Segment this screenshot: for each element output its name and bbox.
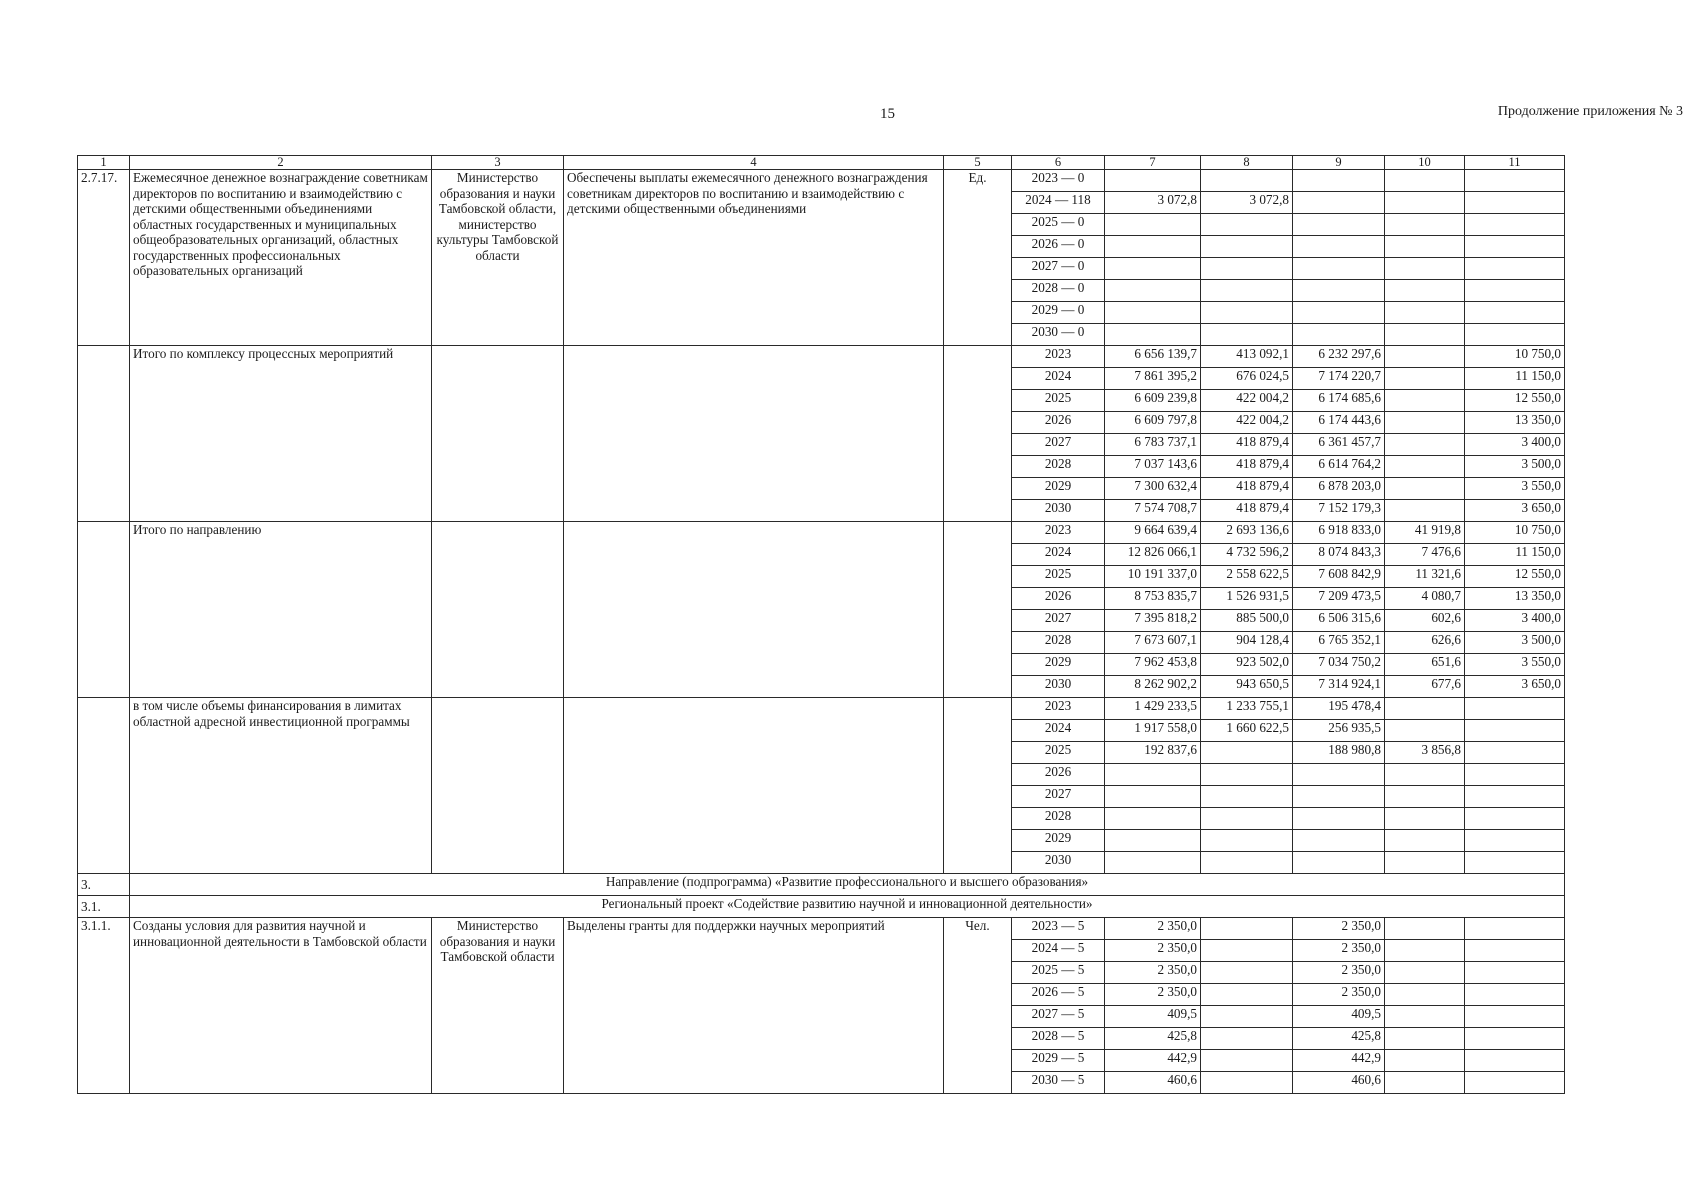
amount-cell: 8 262 902,2 (1105, 676, 1201, 698)
row-result (564, 522, 944, 698)
amount-cell: 3 500,0 (1465, 632, 1565, 654)
amount-cell (1465, 214, 1565, 236)
amount-cell (1293, 764, 1385, 786)
year-cell: 2024 (1012, 720, 1105, 742)
row-result (564, 698, 944, 874)
amount-cell (1465, 698, 1565, 720)
table-body (78, 156, 1565, 1094)
amount-cell: 11 321,6 (1385, 566, 1465, 588)
row-name: в том числе объемы финансирования в лимитах областной адресной инвестиционной программы (130, 698, 432, 874)
amount-cell (1201, 852, 1293, 874)
amount-cell (1201, 764, 1293, 786)
page-number: 15 (880, 106, 895, 122)
amount-cell (1465, 962, 1565, 984)
amount-cell (1385, 390, 1465, 412)
row-name: Ежемесячное денежное вознаграждение советникам директоров по воспитанию и взаимодействию с детскими общественными объединениями областных государственных и муниципальных общеобразовательных организаций, областных государственных профессиональных образовательных организаций (130, 170, 432, 346)
amount-cell (1201, 1028, 1293, 1050)
year-cell: 2027 — 5 (1012, 1006, 1105, 1028)
year-cell: 2024 (1012, 544, 1105, 566)
amount-cell (1385, 1072, 1465, 1094)
amount-cell: 6 656 139,7 (1105, 346, 1201, 368)
year-cell: 2023 (1012, 698, 1105, 720)
amount-cell (1465, 324, 1565, 346)
amount-cell: 256 935,5 (1293, 720, 1385, 742)
amount-cell: 10 191 337,0 (1105, 566, 1201, 588)
amount-cell: 6 174 685,6 (1293, 390, 1385, 412)
amount-cell (1385, 764, 1465, 786)
amount-cell: 1 429 233,5 (1105, 698, 1201, 720)
amount-cell (1201, 918, 1293, 940)
year-cell: 2023 (1012, 522, 1105, 544)
amount-cell: 2 350,0 (1293, 962, 1385, 984)
year-cell: 2029 (1012, 478, 1105, 500)
amount-cell: 2 693 136,6 (1201, 522, 1293, 544)
year-cell: 2028 (1012, 632, 1105, 654)
year-cell: 2025 (1012, 390, 1105, 412)
amount-cell (1465, 236, 1565, 258)
continuation-note: Продолжение приложения № 3 (1497, 104, 1683, 119)
amount-cell: 7 861 395,2 (1105, 368, 1201, 390)
amount-cell (1385, 324, 1465, 346)
year-cell: 2026 (1012, 764, 1105, 786)
row-name: Созданы условия для развития научной и инновационной деятельности в Тамбовской области (130, 918, 432, 1094)
amount-cell: 6 878 203,0 (1293, 478, 1385, 500)
table-row (78, 522, 1565, 544)
amount-cell: 6 783 737,1 (1105, 434, 1201, 456)
amount-cell (1293, 192, 1385, 214)
year-cell: 2026 (1012, 412, 1105, 434)
amount-cell: 7 395 818,2 (1105, 610, 1201, 632)
amount-cell (1201, 1072, 1293, 1094)
column-number-3: 3 (432, 156, 564, 170)
year-cell: 2028 (1012, 808, 1105, 830)
table-row (78, 698, 1565, 720)
amount-cell: 4 732 596,2 (1201, 544, 1293, 566)
year-cell: 2024 — 118 (1012, 192, 1105, 214)
amount-cell: 4 080,7 (1385, 588, 1465, 610)
amount-cell (1385, 1006, 1465, 1028)
amount-cell: 923 502,0 (1201, 654, 1293, 676)
amount-cell (1105, 852, 1201, 874)
amount-cell: 6 609 239,8 (1105, 390, 1201, 412)
amount-cell: 626,6 (1385, 632, 1465, 654)
row-name: Итого по направлению (130, 522, 432, 698)
year-cell: 2028 (1012, 456, 1105, 478)
amount-cell (1385, 1050, 1465, 1072)
amount-cell (1201, 236, 1293, 258)
amount-cell: 442,9 (1293, 1050, 1385, 1072)
amount-cell: 1 233 755,1 (1201, 698, 1293, 720)
row-executor (432, 522, 564, 698)
amount-cell (1465, 984, 1565, 1006)
amount-cell (1385, 852, 1465, 874)
amount-cell: 676 024,5 (1201, 368, 1293, 390)
amount-cell (1201, 786, 1293, 808)
amount-cell (1465, 302, 1565, 324)
row-id: 2.7.17. (78, 170, 130, 346)
amount-cell: 6 506 315,6 (1293, 610, 1385, 632)
amount-cell (1465, 170, 1565, 192)
amount-cell (1201, 170, 1293, 192)
amount-cell: 10 750,0 (1465, 346, 1565, 368)
row-result: Выделены гранты для поддержки научных мероприятий (564, 918, 944, 1094)
amount-cell: 418 879,4 (1201, 456, 1293, 478)
amount-cell: 3 072,8 (1105, 192, 1201, 214)
year-cell: 2026 — 5 (1012, 984, 1105, 1006)
row-id (78, 522, 130, 698)
amount-cell (1385, 214, 1465, 236)
amount-cell (1201, 984, 1293, 1006)
amount-cell: 8 074 843,3 (1293, 544, 1385, 566)
column-number-9: 9 (1293, 156, 1385, 170)
year-cell: 2027 (1012, 434, 1105, 456)
row-executor (432, 698, 564, 874)
amount-cell: 188 980,8 (1293, 742, 1385, 764)
amount-cell: 12 550,0 (1465, 390, 1565, 412)
amount-cell: 192 837,6 (1105, 742, 1201, 764)
column-number-1: 1 (78, 156, 130, 170)
amount-cell (1201, 214, 1293, 236)
amount-cell (1385, 984, 1465, 1006)
amount-cell: 7 476,6 (1385, 544, 1465, 566)
amount-cell: 7 300 632,4 (1105, 478, 1201, 500)
column-number-6: 6 (1012, 156, 1105, 170)
year-cell: 2029 (1012, 654, 1105, 676)
amount-cell (1105, 324, 1201, 346)
amount-cell (1385, 170, 1465, 192)
amount-cell: 6 918 833,0 (1293, 522, 1385, 544)
row-executor (432, 346, 564, 522)
amount-cell (1105, 786, 1201, 808)
amount-cell: 3 500,0 (1465, 456, 1565, 478)
amount-cell (1385, 478, 1465, 500)
amount-cell: 41 919,8 (1385, 522, 1465, 544)
amount-cell: 12 550,0 (1465, 566, 1565, 588)
amount-cell: 7 962 453,8 (1105, 654, 1201, 676)
amount-cell: 11 150,0 (1465, 544, 1565, 566)
amount-cell: 943 650,5 (1201, 676, 1293, 698)
row-unit (944, 698, 1012, 874)
amount-cell (1385, 280, 1465, 302)
amount-cell: 7 574 708,7 (1105, 500, 1201, 522)
column-number-4: 4 (564, 156, 944, 170)
amount-cell: 13 350,0 (1465, 412, 1565, 434)
table-row (78, 346, 1565, 368)
amount-cell (1105, 236, 1201, 258)
amount-cell (1465, 1072, 1565, 1094)
amount-cell (1385, 918, 1465, 940)
year-cell: 2028 — 5 (1012, 1028, 1105, 1050)
section-banner-row (78, 896, 1565, 918)
amount-cell: 9 664 639,4 (1105, 522, 1201, 544)
amount-cell (1293, 808, 1385, 830)
amount-cell (1385, 940, 1465, 962)
row-id: 3.1. (78, 896, 130, 918)
amount-cell: 6 609 797,8 (1105, 412, 1201, 434)
amount-cell (1385, 302, 1465, 324)
year-cell: 2027 (1012, 610, 1105, 632)
amount-cell: 7 608 842,9 (1293, 566, 1385, 588)
amount-cell: 6 765 352,1 (1293, 632, 1385, 654)
amount-cell: 460,6 (1105, 1072, 1201, 1094)
table-row (78, 918, 1565, 940)
amount-cell: 1 917 558,0 (1105, 720, 1201, 742)
table-row (78, 170, 1565, 192)
year-cell: 2030 — 5 (1012, 1072, 1105, 1094)
amount-cell (1201, 324, 1293, 346)
amount-cell: 2 350,0 (1293, 940, 1385, 962)
amount-cell (1465, 808, 1565, 830)
amount-cell: 677,6 (1385, 676, 1465, 698)
amount-cell: 418 879,4 (1201, 500, 1293, 522)
amount-cell: 8 753 835,7 (1105, 588, 1201, 610)
amount-cell: 13 350,0 (1465, 588, 1565, 610)
year-cell: 2028 — 0 (1012, 280, 1105, 302)
column-number-7: 7 (1105, 156, 1201, 170)
amount-cell: 409,5 (1293, 1006, 1385, 1028)
amount-cell (1293, 280, 1385, 302)
amount-cell (1293, 170, 1385, 192)
amount-cell: 3 650,0 (1465, 500, 1565, 522)
amount-cell: 6 232 297,6 (1293, 346, 1385, 368)
amount-cell (1465, 192, 1565, 214)
row-unit (944, 346, 1012, 522)
year-cell: 2030 (1012, 852, 1105, 874)
amount-cell (1293, 302, 1385, 324)
amount-cell: 12 826 066,1 (1105, 544, 1201, 566)
amount-cell: 7 314 924,1 (1293, 676, 1385, 698)
amount-cell (1385, 346, 1465, 368)
year-cell: 2029 — 0 (1012, 302, 1105, 324)
amount-cell (1465, 852, 1565, 874)
amount-cell (1465, 280, 1565, 302)
row-executor: Министерство образования и науки Тамбовской области, министерство культуры Тамбовской области (432, 170, 564, 346)
row-unit (944, 522, 1012, 698)
amount-cell: 409,5 (1105, 1006, 1201, 1028)
amount-cell: 3 550,0 (1465, 654, 1565, 676)
amount-cell: 7 209 473,5 (1293, 588, 1385, 610)
amount-cell (1105, 170, 1201, 192)
section-title: Направление (подпрограмма) «Развитие профессионального и высшего образования» (130, 874, 1565, 896)
amount-cell: 3 400,0 (1465, 434, 1565, 456)
row-result (564, 346, 944, 522)
amount-cell: 7 034 750,2 (1293, 654, 1385, 676)
amount-cell (1465, 786, 1565, 808)
amount-cell: 6 614 764,2 (1293, 456, 1385, 478)
amount-cell: 3 400,0 (1465, 610, 1565, 632)
amount-cell (1465, 1006, 1565, 1028)
amount-cell: 3 650,0 (1465, 676, 1565, 698)
amount-cell (1105, 830, 1201, 852)
amount-cell (1201, 258, 1293, 280)
amount-cell: 7 037 143,6 (1105, 456, 1201, 478)
row-unit: Ед. (944, 170, 1012, 346)
amount-cell (1201, 280, 1293, 302)
amount-cell (1465, 258, 1565, 280)
amount-cell (1465, 1028, 1565, 1050)
column-number-5: 5 (944, 156, 1012, 170)
amount-cell (1385, 500, 1465, 522)
year-cell: 2025 — 0 (1012, 214, 1105, 236)
amount-cell: 460,6 (1293, 1072, 1385, 1094)
amount-cell: 422 004,2 (1201, 412, 1293, 434)
amount-cell (1465, 742, 1565, 764)
amount-cell (1201, 1006, 1293, 1028)
amount-cell (1293, 830, 1385, 852)
amount-cell (1293, 852, 1385, 874)
amount-cell (1465, 918, 1565, 940)
year-cell: 2026 (1012, 588, 1105, 610)
row-id: 3. (78, 874, 130, 896)
amount-cell (1385, 258, 1465, 280)
amount-cell: 442,9 (1105, 1050, 1201, 1072)
year-cell: 2030 — 0 (1012, 324, 1105, 346)
year-cell: 2027 — 0 (1012, 258, 1105, 280)
amount-cell (1465, 764, 1565, 786)
amount-cell: 418 879,4 (1201, 434, 1293, 456)
amount-cell: 885 500,0 (1201, 610, 1293, 632)
amount-cell (1105, 258, 1201, 280)
year-cell: 2023 — 5 (1012, 918, 1105, 940)
year-cell: 2027 (1012, 786, 1105, 808)
amount-cell (1293, 214, 1385, 236)
year-cell: 2023 (1012, 346, 1105, 368)
amount-cell (1385, 786, 1465, 808)
amount-cell: 651,6 (1385, 654, 1465, 676)
amount-cell (1385, 808, 1465, 830)
amount-cell: 418 879,4 (1201, 478, 1293, 500)
amount-cell (1385, 1028, 1465, 1050)
column-number-11: 11 (1465, 156, 1565, 170)
section-banner-row (78, 874, 1565, 896)
amount-cell (1465, 1050, 1565, 1072)
amount-cell (1293, 236, 1385, 258)
amount-cell (1385, 434, 1465, 456)
amount-cell: 7 152 179,3 (1293, 500, 1385, 522)
amount-cell: 7 174 220,7 (1293, 368, 1385, 390)
amount-cell (1385, 368, 1465, 390)
amount-cell (1385, 236, 1465, 258)
row-name: Итого по комплексу процессных мероприятий (130, 346, 432, 522)
amount-cell (1293, 258, 1385, 280)
amount-cell: 1 660 622,5 (1201, 720, 1293, 742)
year-cell: 2025 (1012, 742, 1105, 764)
year-cell: 2030 (1012, 500, 1105, 522)
amount-cell: 7 673 607,1 (1105, 632, 1201, 654)
amount-cell (1201, 742, 1293, 764)
amount-cell (1385, 412, 1465, 434)
year-cell: 2029 (1012, 830, 1105, 852)
amount-cell: 425,8 (1105, 1028, 1201, 1050)
budget-table (77, 155, 1565, 1094)
year-cell: 2025 (1012, 566, 1105, 588)
amount-cell: 2 350,0 (1105, 940, 1201, 962)
row-result: Обеспечены выплаты ежемесячного денежного вознаграждения советникам директоров по воспитанию и взаимодействию с детскими общественными объединениями (564, 170, 944, 346)
amount-cell: 413 092,1 (1201, 346, 1293, 368)
column-number-row (78, 156, 1565, 170)
amount-cell (1465, 830, 1565, 852)
amount-cell: 10 750,0 (1465, 522, 1565, 544)
amount-cell (1201, 302, 1293, 324)
amount-cell: 2 558 622,5 (1201, 566, 1293, 588)
amount-cell: 1 526 931,5 (1201, 588, 1293, 610)
column-number-8: 8 (1201, 156, 1293, 170)
amount-cell (1105, 764, 1201, 786)
amount-cell (1201, 808, 1293, 830)
year-cell: 2030 (1012, 676, 1105, 698)
amount-cell (1385, 192, 1465, 214)
year-cell: 2024 — 5 (1012, 940, 1105, 962)
amount-cell (1293, 786, 1385, 808)
row-id: 3.1.1. (78, 918, 130, 1094)
amount-cell: 2 350,0 (1293, 984, 1385, 1006)
row-executor: Министерство образования и науки Тамбовской области (432, 918, 564, 1094)
row-id (78, 698, 130, 874)
amount-cell (1385, 830, 1465, 852)
amount-cell: 2 350,0 (1293, 918, 1385, 940)
amount-cell (1105, 214, 1201, 236)
amount-cell (1105, 280, 1201, 302)
amount-cell: 3 550,0 (1465, 478, 1565, 500)
amount-cell (1385, 720, 1465, 742)
amount-cell: 6 361 457,7 (1293, 434, 1385, 456)
amount-cell: 11 150,0 (1465, 368, 1565, 390)
amount-cell (1385, 698, 1465, 720)
amount-cell (1201, 1050, 1293, 1072)
amount-cell (1201, 962, 1293, 984)
amount-cell (1385, 456, 1465, 478)
amount-cell: 2 350,0 (1105, 984, 1201, 1006)
amount-cell: 904 128,4 (1201, 632, 1293, 654)
year-cell: 2029 — 5 (1012, 1050, 1105, 1072)
amount-cell: 3 072,8 (1201, 192, 1293, 214)
amount-cell: 2 350,0 (1105, 962, 1201, 984)
column-number-10: 10 (1385, 156, 1465, 170)
year-cell: 2024 (1012, 368, 1105, 390)
amount-cell: 602,6 (1385, 610, 1465, 632)
amount-cell (1201, 830, 1293, 852)
amount-cell: 2 350,0 (1105, 918, 1201, 940)
amount-cell (1385, 962, 1465, 984)
amount-cell: 195 478,4 (1293, 698, 1385, 720)
row-unit: Чел. (944, 918, 1012, 1094)
column-number-2: 2 (130, 156, 432, 170)
year-cell: 2023 — 0 (1012, 170, 1105, 192)
amount-cell: 3 856,8 (1385, 742, 1465, 764)
amount-cell: 6 174 443,6 (1293, 412, 1385, 434)
amount-cell (1465, 720, 1565, 742)
amount-cell (1293, 324, 1385, 346)
row-id (78, 346, 130, 522)
amount-cell (1465, 940, 1565, 962)
amount-cell: 425,8 (1293, 1028, 1385, 1050)
year-cell: 2025 — 5 (1012, 962, 1105, 984)
amount-cell (1201, 940, 1293, 962)
year-cell: 2026 — 0 (1012, 236, 1105, 258)
section-title: Региональный проект «Содействие развитию научной и инновационной деятельности» (130, 896, 1565, 918)
amount-cell (1105, 302, 1201, 324)
amount-cell (1105, 808, 1201, 830)
amount-cell: 422 004,2 (1201, 390, 1293, 412)
